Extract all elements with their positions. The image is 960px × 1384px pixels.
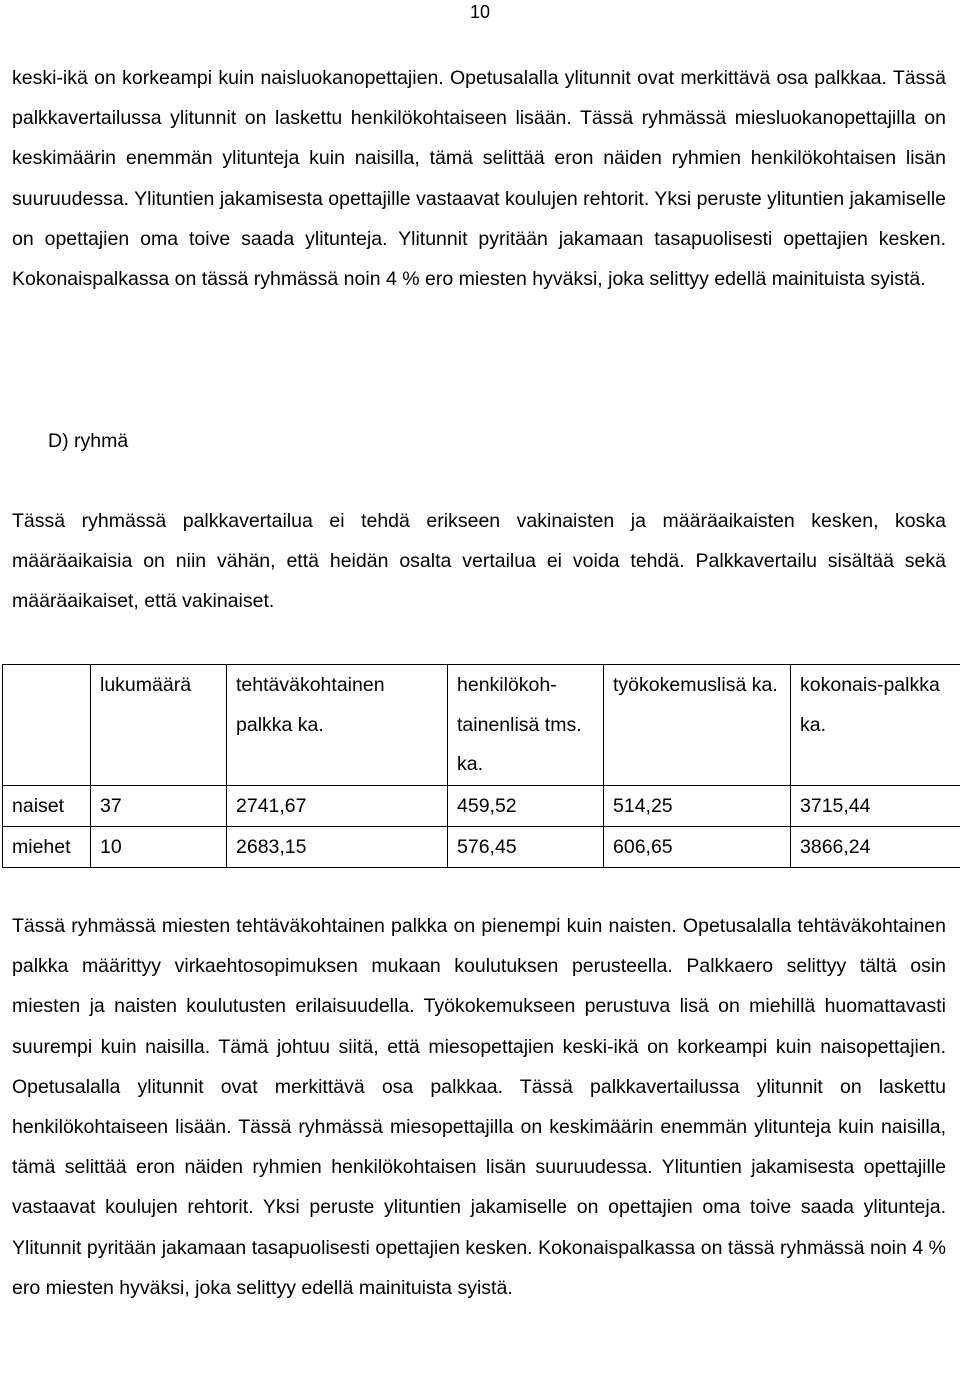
wage-comparison-table <box>2 664 960 868</box>
table-cell: 459,52 <box>448 785 604 826</box>
page-number: 10 <box>470 2 491 22</box>
table-cell: 576,45 <box>448 826 604 867</box>
table-header-cell: lukumäärä <box>91 665 227 786</box>
section-heading: D) ryhmä <box>48 430 129 452</box>
table-header-cell <box>3 665 91 786</box>
table-header-cell: henkilökoh-tainenlisä tms. ka. <box>448 665 604 786</box>
table-header-cell: tehtäväkohtainen palkka ka. <box>227 665 448 786</box>
table-header-cell: kokonais-palkka ka. <box>791 665 960 786</box>
table-cell: 3866,24 <box>791 826 960 867</box>
table-cell: 2741,67 <box>227 785 448 826</box>
table-cell: 10 <box>91 826 227 867</box>
table-cell: 3715,44 <box>791 785 960 826</box>
table-cell: 606,65 <box>604 826 791 867</box>
table-cell: miehet <box>3 826 91 867</box>
paragraph-intro: keski-ikä on korkeampi kuin naisluokanopettajien. Opetusalalla ylitunnit ovat merkittävä osa palkkaa. Tässä palkkavertailussa ylitunnit on laskettu henkilökohtaiseen lisään. Tässä ryhmässä miesluokanopettajilla on keskimäärin enemmän ylitunteja kuin naisilla, tämä selittää eron näiden ryhmien henkilökohtaisen lisän suuruudessa. Ylituntien jakamisesta opettajille vastaavat koulujen rehtorit. Yksi peruste ylituntien jakamiselle on opettajien oma toive saada ylitunteja. Ylitunnit pyritään jakamaan tasapuolisesti opettajien kesken. Kokonaispalkassa on tässä ryhmässä noin 4 % ero miesten hyväksi, joka selittyy edellä mainituista syistä. <box>12 67 946 291</box>
table-row <box>3 826 960 867</box>
table-header-row <box>3 665 960 786</box>
table-row <box>3 785 960 826</box>
table-cell: naiset <box>3 785 91 826</box>
table-header-cell: työkokemuslisä ka. <box>604 665 791 786</box>
table-cell: 2683,15 <box>227 826 448 867</box>
paragraph-analysis: Tässä ryhmässä miesten tehtäväkohtainen palkka on pienempi kuin naisten. Opetusalalla tehtäväkohtainen palkka määrittyy virkaehtosopimuksen mukaan koulutuksen perusteella. Palkkaero selittyy tältä osin miesten ja naisten koulutusten erilaisuudella. Työkokemukseen perustuva lisä on miehillä huomattavasti suurempi kuin naisilla. Tämä johtuu siitä, että miesopettajien keski-ikä on korkeampi kuin naisopettajien. Opetusalalla ylitunnit ovat merkittävä osa palkkaa. Tässä palkkavertailussa ylitunnit on laskettu henkilökohtaiseen lisään. Tässä ryhmässä miesopettajilla on keskimäärin enemmän ylitunteja kuin naisilla, tämä selittää eron näiden ryhmien henkilökohtaisen lisän suuruudessa. Ylituntien jakamisesta opettajille vastaavat koulujen rehtorit. Yksi peruste ylituntien jakamiselle on opettajien oma toive saada ylitunteja. Ylitunnit pyritään jakamaan tasapuolisesti opettajien kesken. Kokonaispalkassa on tässä ryhmässä noin 4 % ero miesten hyväksi, joka selittyy edellä mainituista syistä. <box>12 915 946 1299</box>
table-cell: 37 <box>91 785 227 826</box>
paragraph-group-d: Tässä ryhmässä palkkavertailua ei tehdä erikseen vakinaisten ja määräaikaisten kesken, koska määräaikaisia on niin vähän, että heidän osalta vertailua ei voida tehdä. Palkkavertailu sisältää sekä määräaikaiset, että vakinaiset. <box>12 510 946 613</box>
table-cell: 514,25 <box>604 785 791 826</box>
